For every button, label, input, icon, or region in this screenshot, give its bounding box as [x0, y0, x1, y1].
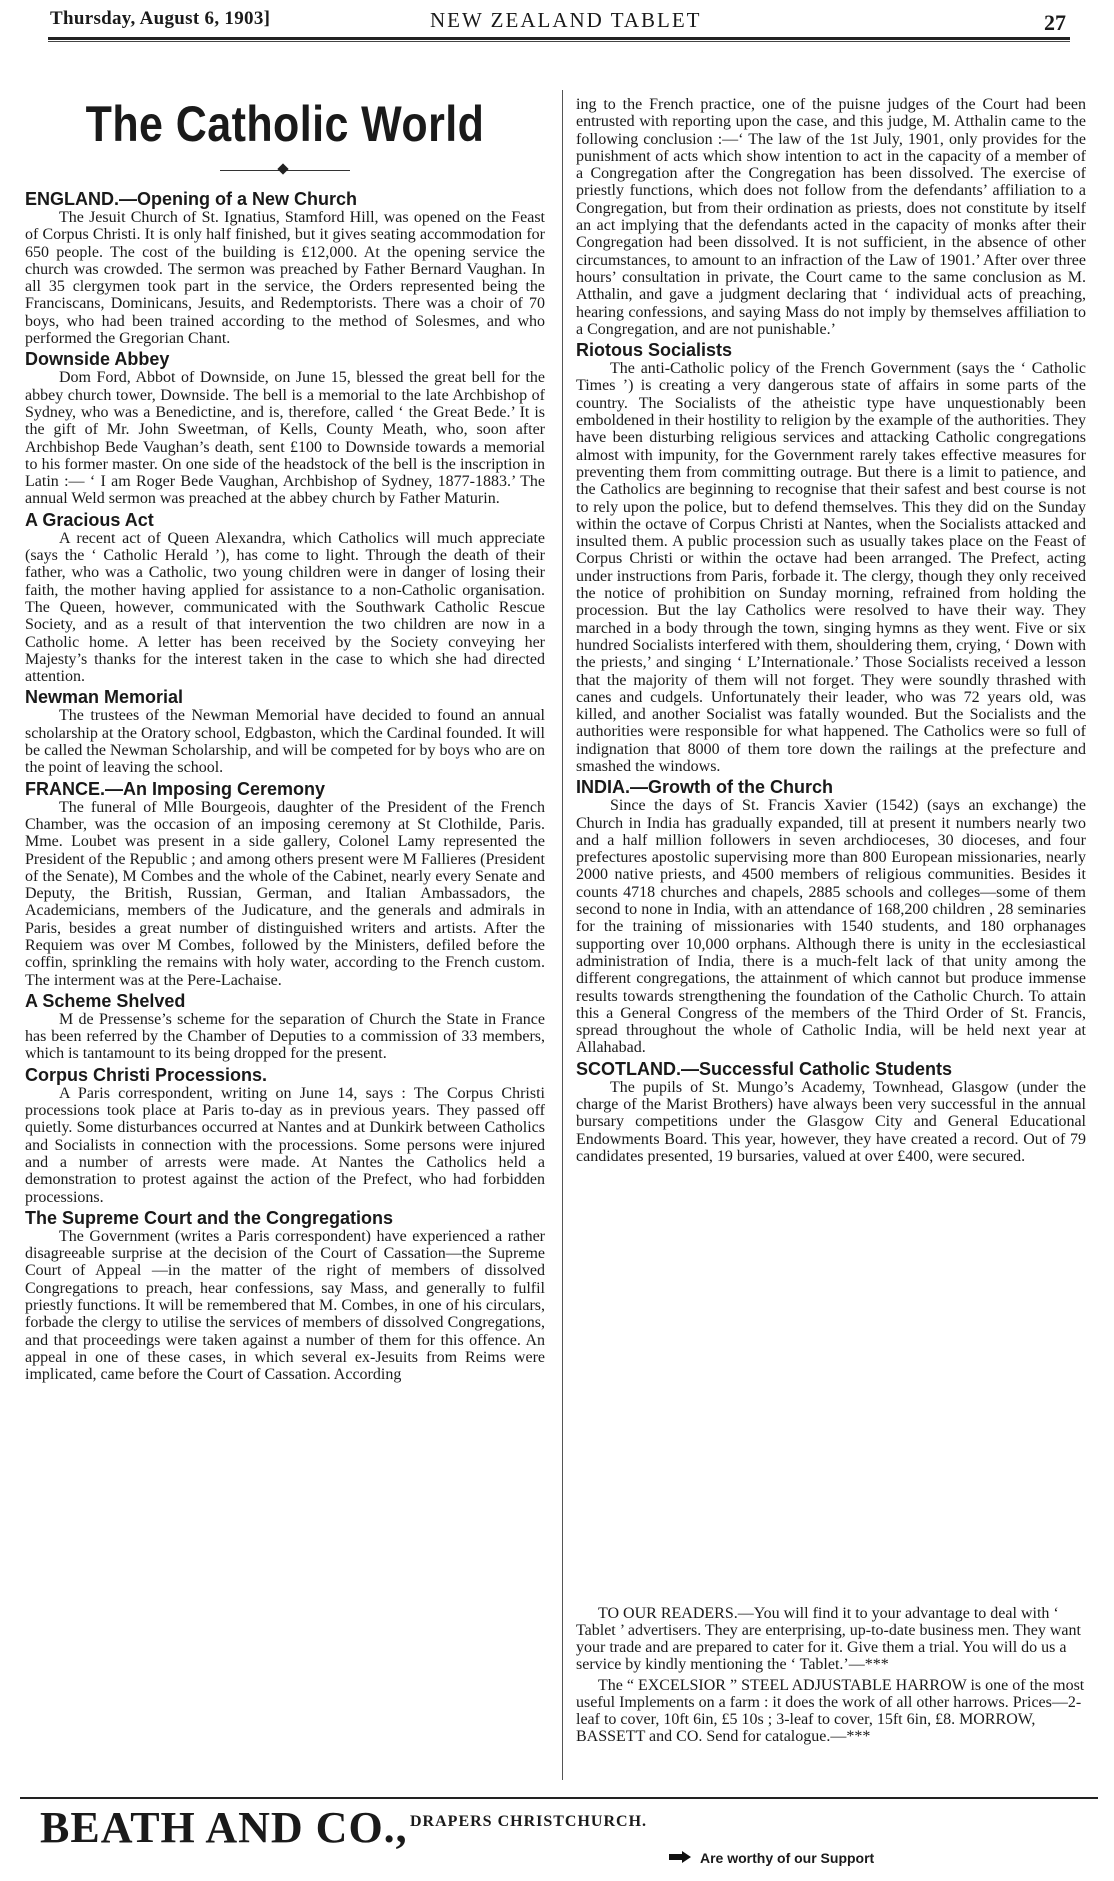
footer-brand: BEATH AND CO.,: [40, 1803, 408, 1852]
right-column: [576, 96, 1086, 1165]
notice-readers: TO OUR READERS.—You will find it to your advantage to deal with ‘ Tablet ’ advertisers. They are enterprising, up-to-date business men. They want your trade and are prepared to cater for it. Give them a trial. You will do us a service by kindly mentioning the ‘ Tablet.’—***: [576, 1605, 1081, 1673]
header-date: Thursday, August 6, 1903]: [50, 8, 271, 29]
article: [25, 1208, 545, 1384]
article: [576, 777, 1086, 1056]
article-text: Since the days of St. Francis Xavier (1542) (says an exchange) the Church in India has gradually expanded, till at present it numbers nearly two and a half million followers in seven archdioceses, 30 dioceses, and four prefectures apostolic supervising more than 800 European missionaries, nearly 2000 native priests, and 4500 members of religious communities. Besides it counts 4718 churches and chapels, 2885 schools and colleges—some of them second to none in India, with an attendance of 168,200 children , 28 seminaries for the training of missionaries with 1540 students, and 180 orphanages supporting over 10,000 orphans. Although there is unity in the ecclesiastical administration of India, there is a much-felt lack of that unity among the different congregations, the attainment of which cannot but produce immense results towards strengthening the foundation of the Catholic Church. To attain this a General Congress of the members of the Third Order of St. Francis, spread throughout the whole of Catholic India, will be held next year at Allahabad.: [576, 797, 1086, 1057]
page-number: 27: [1044, 10, 1066, 35]
article: [576, 1059, 1086, 1165]
article: [576, 96, 1086, 338]
header-rule: [48, 37, 1070, 40]
article-heading: SCOTLAND.—Successful Catholic Students: [576, 1058, 953, 1079]
article-text: A Paris correspondent, writing on June 14, says : The Corpus Christi processions took place at Paris to-day as in previous years. They passed off quietly. Some disturbances occurred at Nantes and at Dunkirk between Catholics and Socialists in connection with the processions. Some persons were injured and a number of arrests were made. At Nantes the Catholics held a demonstration to protest against the action of the Prefect, who had forbidden processions.: [25, 1084, 545, 1206]
article-text: M de Pressense’s scheme for the separation of Church the State in France has been referred by the Chamber of Deputies to a commission of 33 members, which is tantamount to its being dropped for the present.: [25, 1010, 545, 1063]
notice-harrow-ad: The “ EXCELSIOR ” STEEL ADJUSTABLE HARROW is one of the most useful Implements on a farm : it does the work of all other harrows. Prices—2-leaf to cover, 10ft 6in, £5 10s ; 3-leaf to cover, 15ft 6in, £8. MORROW, BASSETT and CO. Send for catalogue.—***: [576, 1677, 1085, 1745]
article-text: The anti-Catholic policy of the French Government (says the ‘ Catholic Times ’) is creating a very dangerous state of affairs in some parts of the country. The Socialists of the atheistic type have unquestionably been emboldened in their hostility to religion by the example of the authorities. They have been disturbing religious services and attacking Catholic congregations almost with impunity, for the Government rarely takes effective measures for preventing them from committing outrage. But there is a limit to patience, and the Catholics are beginning to recognise that their safest and best course is not to rely upon the police, but to defend themselves. This they did on the Sunday within the octave of Corpus Christi at Nantes, when the Socialists attacked and insulted them. A public procession such as usually takes place on the Feast of Corpus Christi or within the octave had been arranged. The Prefect, acting under instructions from Paris, forbade it. The clergy, though they only received the notice of prohibition on Sunday morning, refrained from holding the procession. But the lay Catholics were resolved to have their way. They marched in a body through the town, singing hymns as they went. Five or six hundred Socialists interfered with them, shouldering them, crying, ‘ Down with the priests,’ and singing ‘ L’Internationale.’ Those Socialists received a lesson that the majority of them will not forget. They were soundly thrashed with canes and cudgels. Unfortunately their leader, who was 72 years old, was killed, and another Socialist was fatally wounded. But the Socialists and the authorities were responsible for what happened. The Catholics were so full of indignation that 8000 of them tore down the railings at the prefecture and smashed the windows.: [576, 360, 1086, 775]
article-text: Dom Ford, Abbot of Downside, on June 15, blessed the great bell for the abbey church tower, Downside. The bell is a memorial to the late Archbishop of Sydney, who was a Benedictine, and is, therefore, called ‘ the Great Bede.’ It is the gift of Mr. John Sweetman, of Kells, County Meath, who, soon after Archbishop Bede Vaughan’s death, sent £100 to Downside towards a memorial to his former master. On one side of the headstock of the bell is the inscription in Latin :— ‘ I am Roger Bede Vaughan, Archbishop of Sydney, 1877-1883.’ The annual Weld sermon was preached at the abbey church by Father Maturin.: [25, 369, 545, 508]
article-text: The funeral of Mlle Bourgeois, daughter of the President of the French Chamber, was the occasion of an imposing ceremony at St Clothilde, Paris. Mme. Loubet was present in a side gallery, Colonel Lamy represented the President of the Republic ; and among others present were M Fallieres (President of the Senate), M Combes and the whole of the Cabinet, nearly every Senate and Deputy, the British, Russian, German, and Italian Ambassadors, the Academicians, members of the Judicature, and the generals and admirals in Paris, besides a great number of distinguished writers and artists. After the Requiem was over M Combes, followed by the Ministers, defiled before the coffin, sprinkling the remains with holy water, according to the French custom. The interment was at the Pere-Lachaise.: [25, 798, 545, 989]
article-text: ing to the French practice, one of the puisne judges of the Court had been entrusted with reporting upon the case, and this judge, M. Atthalin came to the following conclusion :—‘ The law of the 1st July, 1901, only provides for the punishment of acts which show intention to act in the capacity of a member of a Congregation after the Congregation has been dissolved. The exercise of priestly functions, which does not follow from the defendants’ affiliation to a Congregation, but from their ordination as priests, does not constitute by itself an act implying that the defendants acted in the capacity of monks after their Congregation had been dissolved. It is not sufficient, in the absence of other circumstances, to amount to an infraction of the Law of 1901.’ After over three hours’ consultation in private, the Court came to the same conclusion as M. Atthalin, and gave a judgment declaring that ‘ individual acts of preaching, hearing confessions, and saying Mass do not imply by themselves affiliation to a Congregation, and are not punishable.’: [576, 96, 1086, 338]
article-text: A recent act of Queen Alexandra, which Catholics will much appreciate (says the ‘ Catholic Herald ’), has come to light. Through the death of their father, who was a Catholic, two young children were in danger of losing their faith, the mother having applied for assistance to a non-Catholic organisation. The Queen, however, communicated with the Southwark Catholic Rescue Society, and as a result of that intervention the two children are now in a Catholic home. A letter has been received by the Society conveying her Majesty’s thanks for the interest taken in the case to which she had directed attention.: [25, 529, 545, 686]
column-divider: [562, 90, 563, 1780]
article-text: The Jesuit Church of St. Ignatius, Stamford Hill, was opened on the Feast of Corpus Christi. It is only half finished, but it gives seating accommodation for 650 people. The cost of the building is £12,000. At the opening service the church was crowded. The sermon was preached by Father Bernard Vaughan. In all 35 clergymen took part in the service, the Orders represented being the Franciscans, Dominicans, Jesuits, and Redemptorists. There was a choir of 70 boys, who had been trained according to the method of Solesmes, and who performed the Gregorian Chant.: [25, 209, 545, 348]
article-heading: A Gracious Act: [25, 509, 154, 530]
article-heading: Newman Memorial: [25, 687, 184, 708]
page-title: The Catholic World: [85, 96, 485, 152]
article-heading: FRANCE.—An Imposing Ceremony: [25, 778, 326, 799]
article-heading: INDIA.—Growth of the Church: [576, 777, 833, 798]
article: [25, 687, 545, 776]
article-heading: A Scheme Shelved: [25, 990, 186, 1011]
page-header: [50, 8, 1070, 38]
title-ornament: [25, 163, 545, 179]
article-text: The Government (writes a Paris correspondent) have experienced a rather disagreeable surprise at the decision of the Court of Cassation—the Supreme Court of Appeal —in the matter of the right of members of dissolved Congregations to preach, hear confessions, say Mass, and generally to fulfil priestly functions. It will be remembered that M. Combes, in one of his circulars, forbade the clergy to utilise the services of members of dissolved Congregations, and that proceedings were taken against a number of them for this offence. An appeal in one of these cases, in which several ex-Jesuits from Reims were implicated, came before the Court of Cassation. According: [25, 1227, 545, 1384]
article: [25, 349, 545, 507]
article: [25, 991, 545, 1063]
article-heading: Downside Abbey: [25, 349, 170, 370]
header-publication: NEW ZEALAND TABLET: [430, 8, 702, 32]
header-rule-thin: [48, 41, 1070, 42]
reader-notices: [576, 1605, 1086, 1749]
article: [576, 340, 1086, 775]
footer-rule: [20, 1797, 1098, 1799]
article-heading: ENGLAND.—Opening of a New Church: [25, 189, 358, 209]
article-heading: The Supreme Court and the Congregations: [25, 1207, 394, 1228]
footer-support: Are worthy of our Support: [700, 1850, 875, 1866]
article-heading: Riotous Socialists: [576, 340, 733, 361]
article-text: The trustees of the Newman Memorial have decided to found an annual scholarship at the Oratory school, Edgbaston, which the Cardinal founded. It will be called the Newman Scholarship, and will be competed for by boys who are on the point of leaving the school.: [25, 707, 545, 777]
article: [25, 779, 545, 989]
article: [25, 189, 545, 347]
article: [25, 1065, 545, 1206]
article-text: The pupils of St. Mungo’s Academy, Townhead, Glasgow (under the charge of the Marist Brothers) have always been very successful in the annual bursary competitions under the Glasgow City and General Educational Endowments Board. This year, however, they have created a record. Out of 79 candidates presented, 19 bursaries, valued at over £400, were secured.: [576, 1078, 1086, 1165]
pointing-hand-icon: [668, 1850, 692, 1864]
diamond-ornament-icon: [277, 163, 288, 174]
article: [25, 510, 545, 686]
left-column: [25, 95, 545, 1384]
article-heading: Corpus Christi Processions.: [25, 1064, 268, 1085]
footer-subtitle: DRAPERS CHRISTCHURCH.: [410, 1813, 648, 1830]
